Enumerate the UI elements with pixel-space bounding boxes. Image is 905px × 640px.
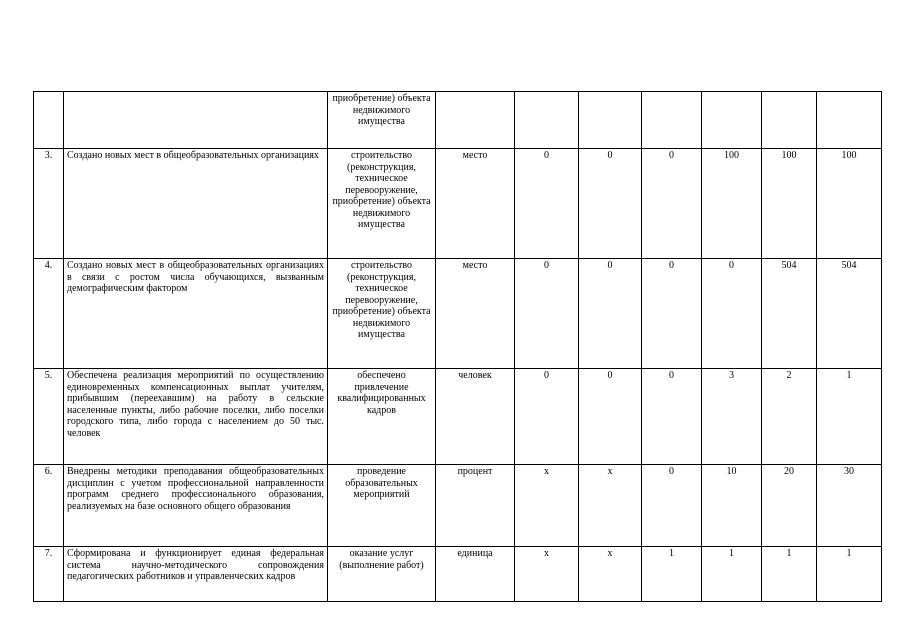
row-value: 1 <box>817 547 882 602</box>
row-value: 100 <box>762 149 817 259</box>
row-value <box>762 92 817 149</box>
row-value: 2 <box>762 369 817 465</box>
row-description: Обеспечена реализация мероприятий по осуществлению единовременных компенсационных выплат учителям, прибывшим (переехавшим) на работу в сельские населенные пункты, либо рабочие поселки, либо поселки городского типа, либо города с населением до 50 тыс. человек <box>64 369 328 465</box>
row-description: Создано новых мест в общеобразовательных организациях в связи с ростом числа обучающихся, вызванным демографическим фактором <box>64 259 328 369</box>
row-description <box>64 92 328 149</box>
row-value: 0 <box>515 149 579 259</box>
row-value: 0 <box>515 259 579 369</box>
row-activity: строительство (реконструкция, техническое перевооружение, приобретение) объекта недвижимого имущества <box>328 259 436 369</box>
row-number: 7. <box>34 547 64 602</box>
row-unit: место <box>436 259 515 369</box>
row-value: х <box>515 465 579 547</box>
row-value <box>515 92 579 149</box>
row-unit: процент <box>436 465 515 547</box>
row-description: Сформирована и функционирует единая федеральная система научно-методического сопровождения педагогических работников и управленческих кадров <box>64 547 328 602</box>
row-activity: проведение образовательных мероприятий <box>328 465 436 547</box>
row-description: Создано новых мест в общеобразовательных организациях <box>64 149 328 259</box>
row-value: х <box>579 547 642 602</box>
row-number: 5. <box>34 369 64 465</box>
row-number: 6. <box>34 465 64 547</box>
row-unit: место <box>436 149 515 259</box>
row-value: 0 <box>515 369 579 465</box>
row-value: 504 <box>817 259 882 369</box>
row-value <box>817 92 882 149</box>
table-row <box>34 369 882 465</box>
row-value: 10 <box>702 465 762 547</box>
row-number <box>34 92 64 149</box>
row-value <box>642 92 702 149</box>
row-value: 0 <box>642 465 702 547</box>
row-value <box>702 92 762 149</box>
row-value: 0 <box>702 259 762 369</box>
table-row <box>34 149 882 259</box>
row-value: 0 <box>642 149 702 259</box>
row-value: х <box>579 465 642 547</box>
table-row <box>34 259 882 369</box>
row-value: 0 <box>579 259 642 369</box>
row-description: Внедрены методики преподавания общеобразовательных дисциплин с учетом профессиональной направленности программ среднего профессионального образования, реализуемых на базе основного общего образования <box>64 465 328 547</box>
row-value: 1 <box>702 547 762 602</box>
row-value: х <box>515 547 579 602</box>
row-unit: единица <box>436 547 515 602</box>
table-row <box>34 547 882 602</box>
row-value: 504 <box>762 259 817 369</box>
row-value: 1 <box>817 369 882 465</box>
row-unit <box>436 92 515 149</box>
row-value <box>579 92 642 149</box>
row-value: 100 <box>817 149 882 259</box>
row-number: 4. <box>34 259 64 369</box>
row-value: 0 <box>579 149 642 259</box>
row-value: 20 <box>762 465 817 547</box>
row-value: 0 <box>642 369 702 465</box>
row-value: 1 <box>762 547 817 602</box>
indicators-table <box>33 91 882 602</box>
table-row <box>34 465 882 547</box>
row-value: 30 <box>817 465 882 547</box>
row-value: 1 <box>642 547 702 602</box>
row-number: 3. <box>34 149 64 259</box>
row-value: 3 <box>702 369 762 465</box>
row-activity: приобретение) объекта недвижимого имущества <box>328 92 436 149</box>
table-row <box>34 92 882 149</box>
row-activity: обеспечено привлечение квалифицированных кадров <box>328 369 436 465</box>
row-activity: оказание услуг (выполнение работ) <box>328 547 436 602</box>
row-value: 100 <box>702 149 762 259</box>
row-value: 0 <box>579 369 642 465</box>
row-value: 0 <box>642 259 702 369</box>
row-unit: человек <box>436 369 515 465</box>
row-activity: строительство (реконструкция, техническое перевооружение, приобретение) объекта недвижимого имущества <box>328 149 436 259</box>
